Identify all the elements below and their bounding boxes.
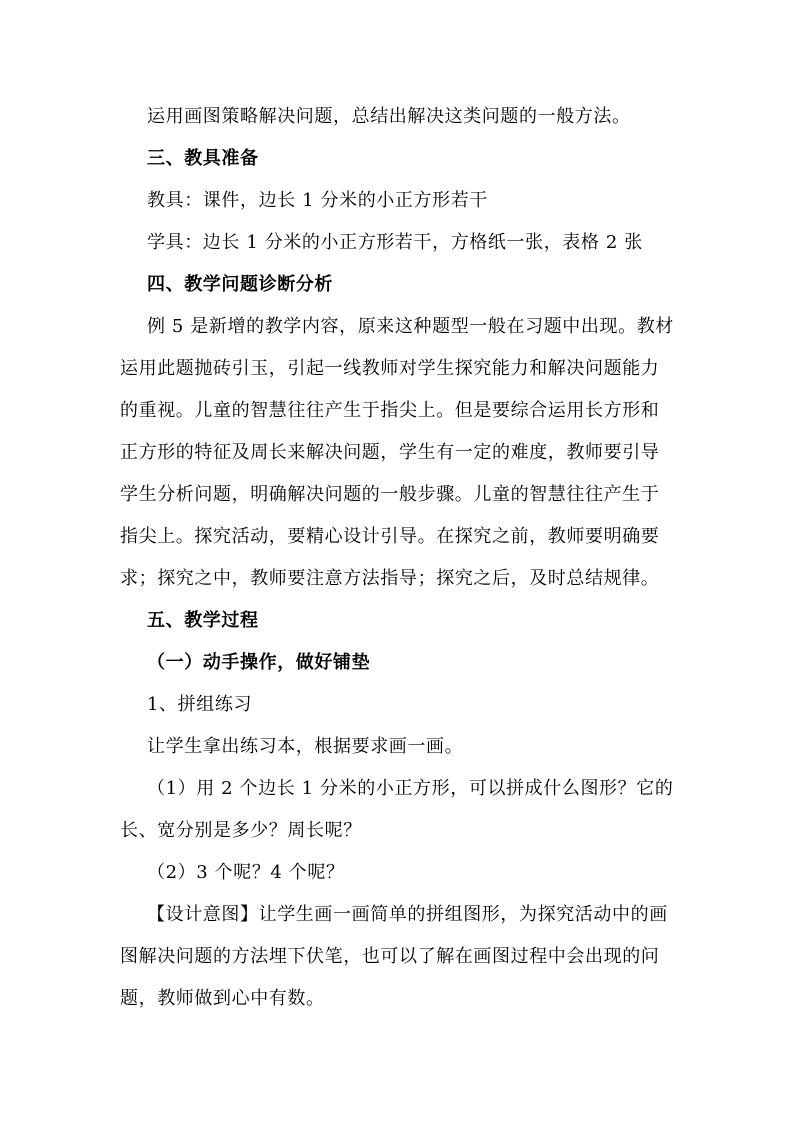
- question2-line: （2）3 个呢？4 个呢？: [147, 862, 345, 883]
- section4-heading: 四、教学问题诊断分析: [147, 274, 333, 295]
- item1-label: 1、拼组练习: [147, 694, 253, 715]
- section4-para-line-6: 指尖上。探究活动，要精心设计引导。在探究之前，教师要明确要: [120, 526, 660, 547]
- section5-sub1-heading: （一）动手操作，做好铺垫: [147, 652, 371, 673]
- section4-para-line-3: 的重视。儿童的智慧往往产生于指尖上。但是要综合运用长方形和: [120, 400, 660, 421]
- section4-para-line-7: 求；探究之中，教师要注意方法指导；探究之后，及时总结规律。: [120, 568, 660, 589]
- section4-para-line-1: 例 5 是新增的教学内容，原来这种题型一般在习题中出现。教材: [147, 316, 674, 337]
- section5-heading: 五、教学过程: [147, 610, 259, 631]
- design-intent-line-2: 图解决问题的方法埋下伏笔，也可以了解在画图过程中会出现的问: [120, 946, 660, 967]
- question1-line-2: 长、宽分别是多少？周长呢？: [120, 820, 362, 841]
- question1-line-1: （1）用 2 个边长 1 分米的小正方形，可以拼成什么图形？它的: [147, 778, 674, 799]
- intro-tail-line: 运用画图策略解决问题，总结出解决这类问题的一般方法。: [147, 106, 631, 127]
- section4-para-line-2: 运用此题抛砖引玉，引起一线教师对学生探究能力和解决问题能力: [120, 358, 660, 379]
- design-intent-line-3: 题，教师做到心中有数。: [120, 988, 325, 1009]
- section3-heading: 三、教具准备: [147, 148, 259, 169]
- design-intent-line-1: 【设计意图】让学生画一画简单的拼组图形，为探究活动中的画: [147, 904, 668, 925]
- section4-para-line-5: 学生分析问题，明确解决问题的一般步骤。儿童的智慧往往产生于: [120, 484, 660, 505]
- student-aids-line: 学具：边长 1 分米的小正方形若干，方格纸一张，表格 2 张: [147, 232, 643, 253]
- instruction-line: 让学生拿出练习本，根据要求画一画。: [147, 736, 464, 757]
- teaching-aids-line: 教具：课件，边长 1 分米的小正方形若干: [147, 190, 488, 211]
- section4-para-line-4: 正方形的特征及周长来解决问题，学生有一定的难度，教师要引导: [120, 442, 660, 463]
